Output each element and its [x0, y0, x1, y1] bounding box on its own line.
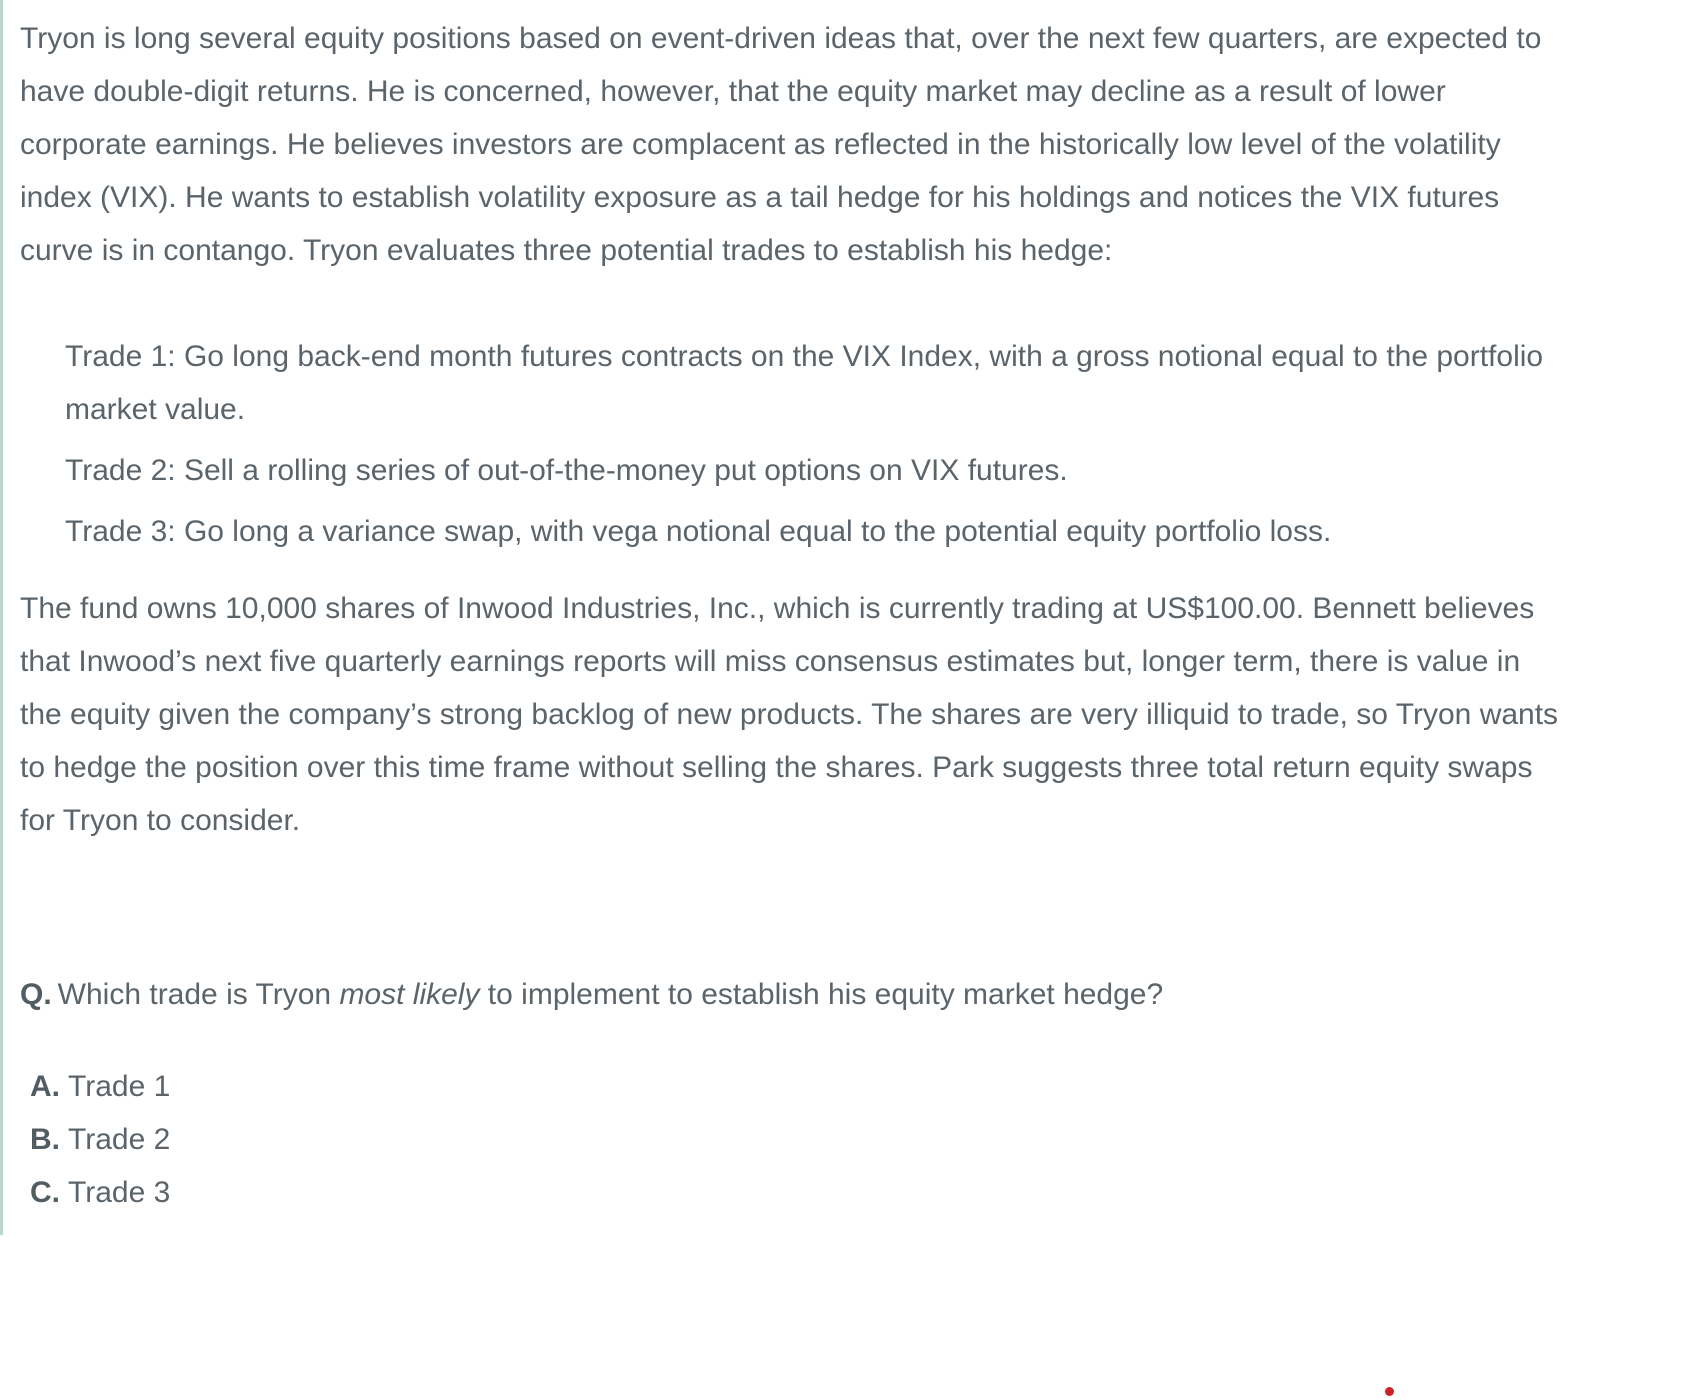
option-b-label: Trade 2 [68, 1123, 171, 1156]
question-text-italic: most likely [339, 978, 480, 1011]
answer-options [30, 1060, 1678, 1219]
question-text-after-italic: to implement to establish his equity market hedge? [479, 978, 1164, 1011]
trade-item-2: Trade 2: Sell a rolling series of out-of-the-money put options on VIX futures. [65, 454, 1068, 487]
option-a-label: Trade 1 [68, 1070, 171, 1103]
option-c-letter: C. [30, 1176, 60, 1209]
answer-option-b[interactable] [30, 1113, 1678, 1166]
trade-item-1: Trade 1: Go long back-end month futures contracts on the VIX Index, with a gross notional equal to the portfolio market value. [65, 340, 1544, 426]
option-a-letter: A. [30, 1070, 60, 1103]
question-text [20, 968, 1560, 1021]
passage-paragraph-2: The fund owns 10,000 shares of Inwood Industries, Inc., which is currently trading at US$100.00. Bennett believes that Inwood’s next five quarterly earnings reports will miss consensus estimates but, longer term, there is value in the equity given the company’s strong backlog of new products. The shares are very illiquid to trade, so Tryon wants to hedge the position over this time frame without selling the shares. Park suggests three total return equity swaps for Tryon to consider. [20, 592, 1559, 837]
option-c-label: Trade 3 [68, 1176, 171, 1209]
passage-paragraph-1: Tryon is long several equity positions based on event-driven ideas that, over the next few quarters, are expected to have double-digit returns. He is concerned, however, that the equity market may decline as a result of lower corporate earnings. He believes investors are complacent as reflected in the historically low level of the volatility index (VIX). He wants to establish volatility exposure as a tail hedge for his holdings and notices the VIX futures curve is in contango. Tryon evaluates three potential trades to establish his hedge: [20, 22, 1542, 267]
question-text-before-italic: Which trade is Tryon [57, 978, 340, 1011]
red-dot-marker [1385, 1387, 1394, 1396]
question-label: Q. [20, 978, 52, 1011]
option-b-letter: B. [30, 1123, 60, 1156]
answer-option-a[interactable] [30, 1060, 1678, 1113]
trade-item-3: Trade 3: Go long a variance swap, with vega notional equal to the potential equity portfolio loss. [65, 515, 1332, 548]
answer-option-c[interactable] [30, 1166, 1678, 1219]
trade-list [65, 330, 1545, 558]
